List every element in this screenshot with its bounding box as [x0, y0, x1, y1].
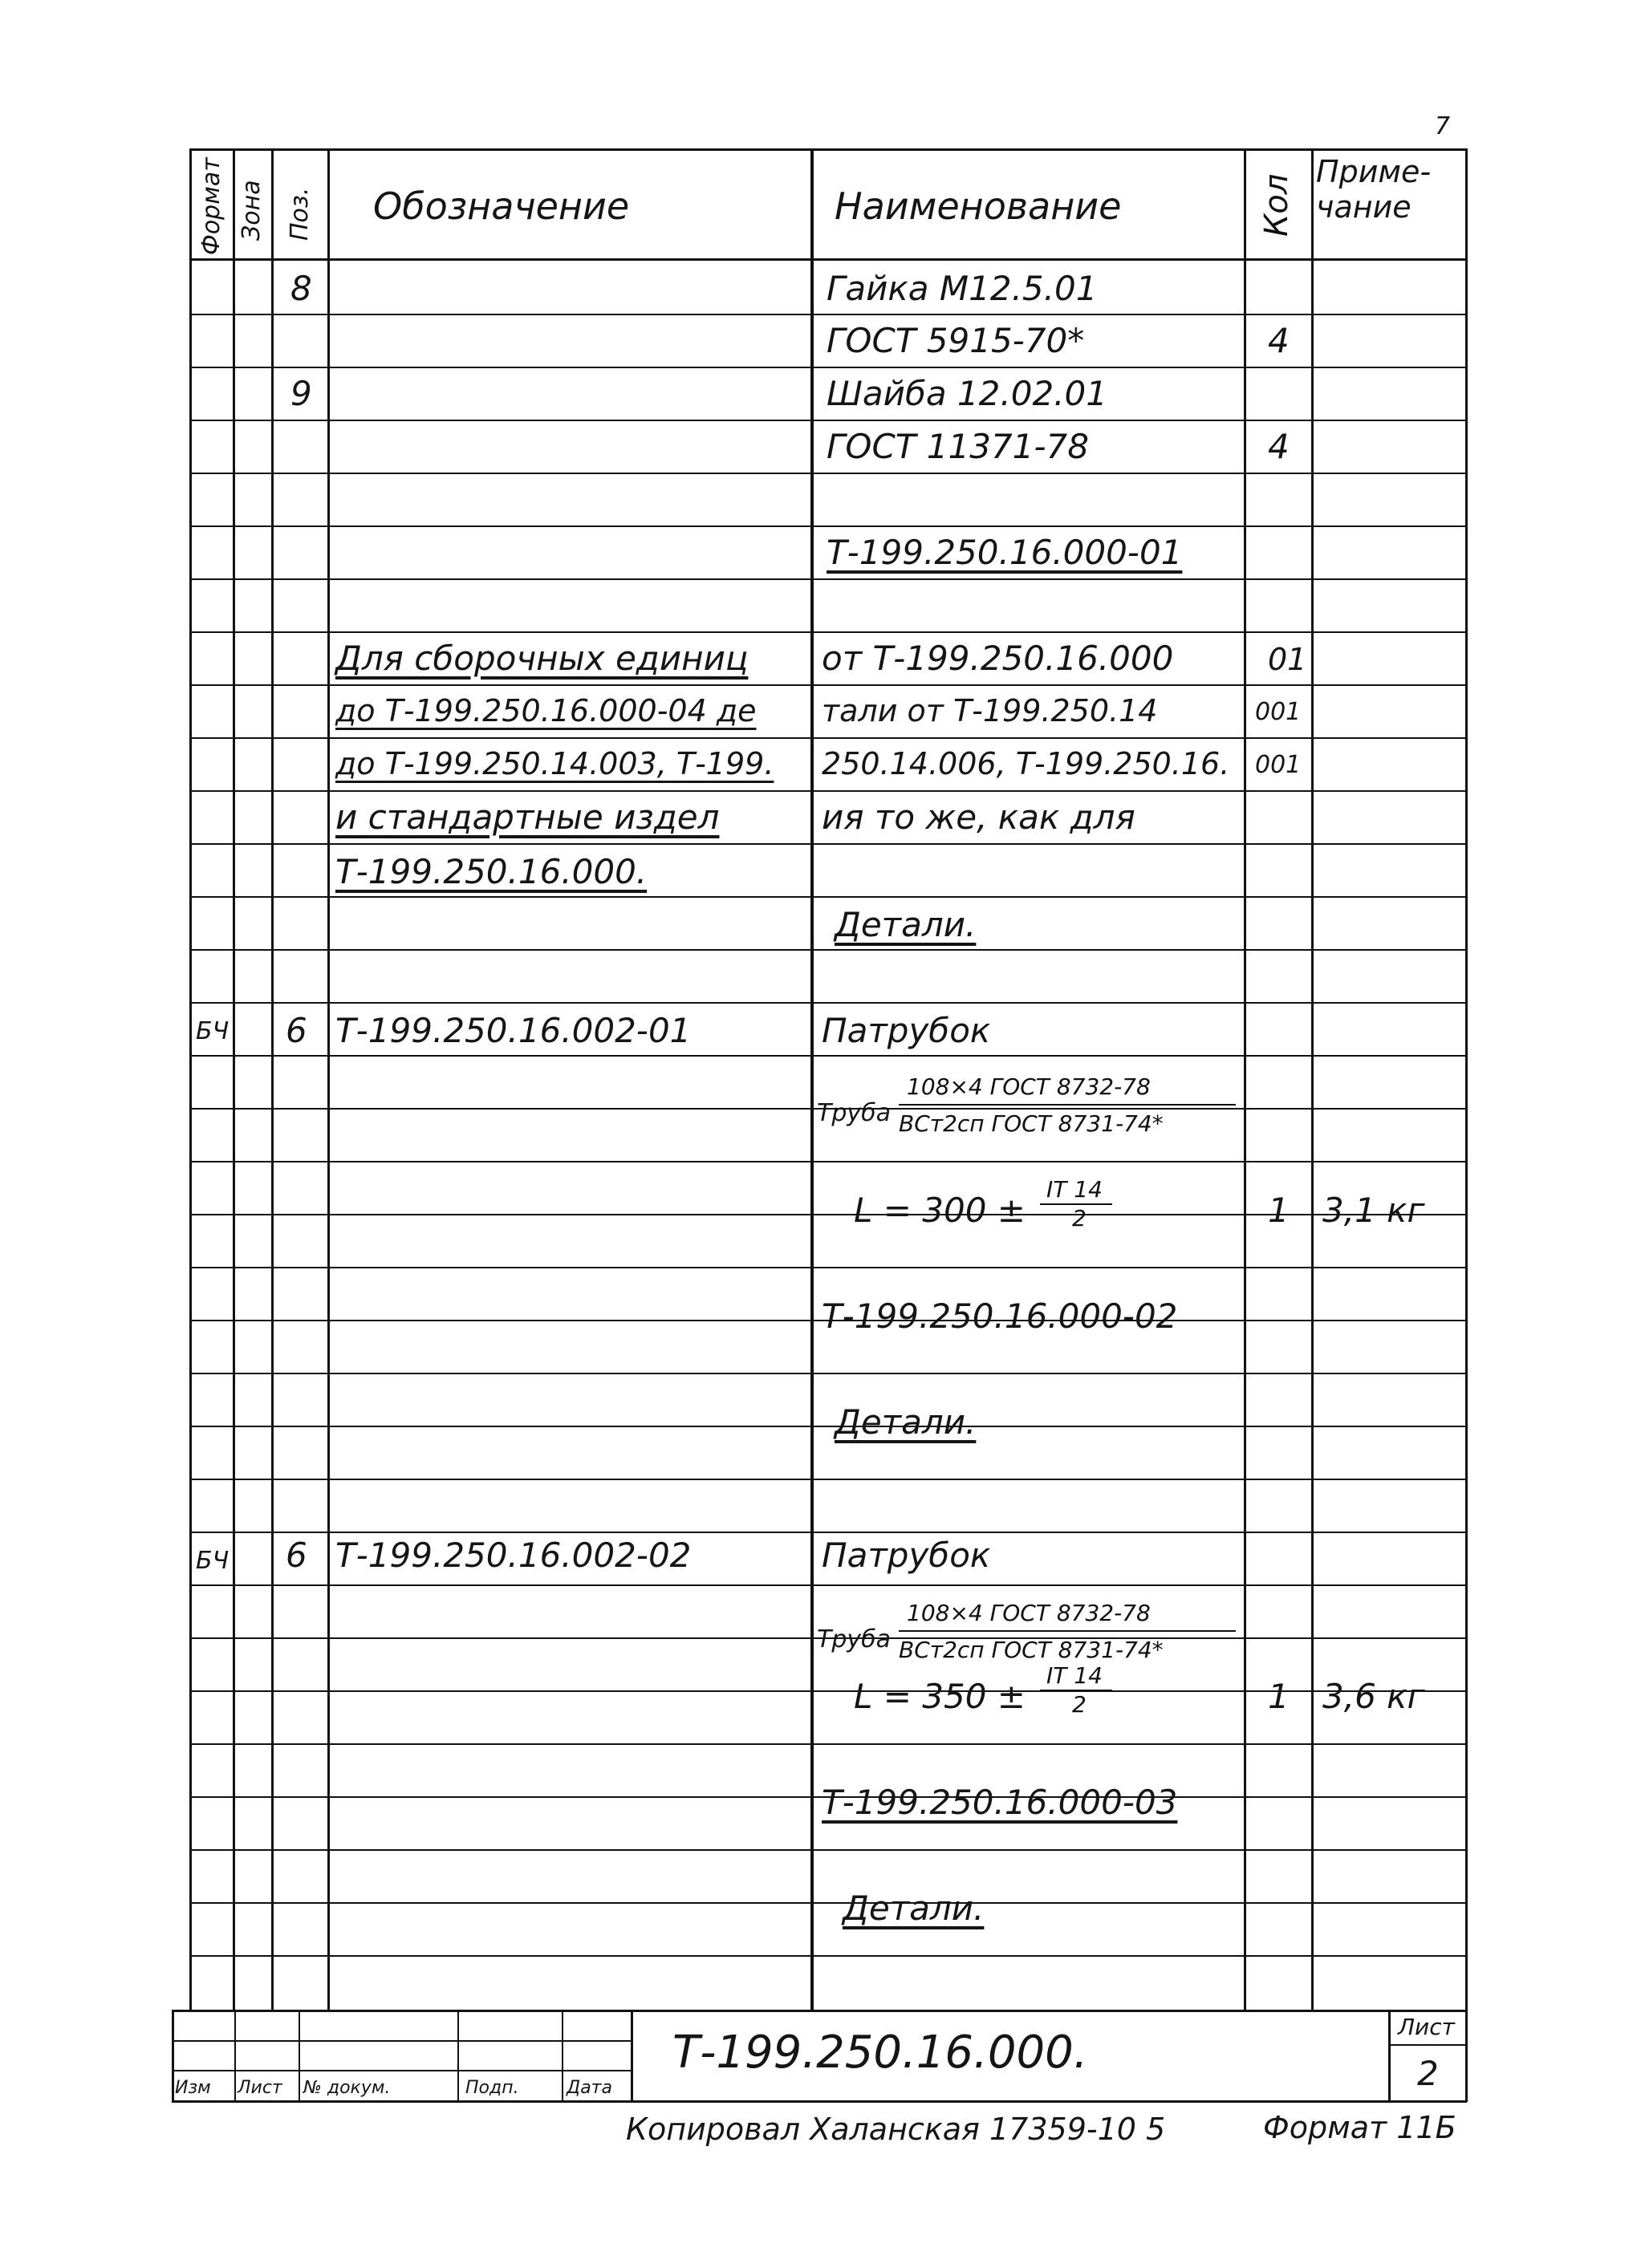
title-block-left	[172, 2010, 174, 2102]
row9-name: тали от Т-199.250.14	[822, 693, 1158, 728]
row-line	[189, 737, 1467, 739]
row3-pos: 9	[290, 374, 312, 413]
row-line	[189, 1161, 1467, 1162]
row-line	[189, 314, 1467, 315]
row15-pos: 6	[286, 1011, 307, 1050]
tb-label-doc: № докум.	[303, 2078, 391, 2098]
row25-mass: 3,6 кг	[1322, 1677, 1425, 1716]
col-sep-qty	[1311, 148, 1314, 2010]
row21-section-details: Детали.	[835, 1402, 977, 1442]
title-block-bottom	[172, 2100, 1467, 2103]
row-line	[189, 1373, 1467, 1374]
tb-col1	[234, 2010, 236, 2102]
row10-name: 250.14.006, Т-199.250.16.	[822, 746, 1230, 781]
tb-sheet-col	[1388, 2010, 1391, 2102]
row2-qty: 4	[1268, 321, 1290, 360]
col-sep-format	[233, 148, 235, 2010]
tb-col4	[562, 2010, 563, 2102]
row11-designation: и стандартные издел	[335, 797, 720, 837]
row24-pipe-material: ВСт2сп ГОСТ 8731-74*	[899, 1637, 1164, 1663]
row-line	[189, 896, 1467, 898]
header-note: Приме- чание	[1316, 154, 1432, 225]
row3-name: Шайба 12.02.01	[827, 374, 1107, 413]
row-line	[189, 1532, 1467, 1533]
row-line	[189, 1743, 1467, 1745]
row16-pipe-label: Труба	[817, 1099, 892, 1127]
row16-pipe-material: ВСт2сп ГОСТ 8731-74*	[899, 1110, 1164, 1137]
col-sep-designation	[810, 148, 814, 2010]
row23-pos: 6	[286, 1536, 307, 1575]
tb-col5	[631, 2010, 633, 2102]
row-line	[189, 1584, 1467, 1586]
row24-fraction-bar	[899, 1630, 1236, 1632]
row8-qty: 01	[1268, 642, 1307, 677]
frame-left	[189, 148, 192, 2010]
row-line	[189, 1267, 1467, 1268]
tb-sheet-number: 2	[1417, 2054, 1439, 2093]
row15-name: Патрубок	[822, 1011, 991, 1050]
row16-pipe-size: 108×4 ГОСТ 8732-78	[907, 1073, 1151, 1100]
row-line	[189, 578, 1467, 580]
row-line	[189, 1426, 1467, 1427]
row15-format: БЧ	[196, 1017, 229, 1045]
row9-designation: до Т-199.250.16.000-04 де	[335, 693, 757, 728]
row8-designation: Для сборочных единиц	[335, 639, 749, 678]
page-corner-mark: 7	[1435, 112, 1451, 140]
header-pos: Поз.	[286, 187, 314, 241]
title-block-top	[172, 2010, 1467, 2012]
footer-copied: Копировал Халанская 17359-10 5	[626, 2112, 1166, 2147]
row-line	[189, 1002, 1467, 1004]
header-name: Наименование	[835, 185, 1122, 228]
col-sep-pos	[327, 148, 330, 2010]
row-line	[189, 843, 1467, 845]
row-line	[189, 420, 1467, 421]
row23-format: БЧ	[196, 1547, 229, 1575]
row16-fraction-bar	[899, 1104, 1236, 1106]
row12-designation: Т-199.250.16.000.	[335, 852, 648, 891]
row-line	[189, 631, 1467, 633]
row-line	[189, 1055, 1467, 1057]
row25-tol-num: IT 14	[1046, 1662, 1103, 1689]
row-line	[189, 1902, 1467, 1904]
row23-name: Патрубок	[822, 1536, 991, 1575]
row-line	[189, 367, 1467, 368]
tb-sheet-row	[1388, 2044, 1467, 2046]
row17-tol-num: IT 14	[1046, 1176, 1103, 1203]
col-sep-name	[1244, 148, 1246, 2010]
row-line	[189, 1479, 1467, 1480]
row8-name: от Т-199.250.16.000	[822, 639, 1174, 678]
row13-section-details: Детали.	[835, 905, 977, 944]
tb-sheet-label: Лист	[1398, 2014, 1455, 2040]
row17-tol-den: 2	[1072, 1205, 1087, 1231]
header-zone: Зона	[238, 180, 266, 241]
row17-mass: 3,1 кг	[1322, 1191, 1425, 1230]
frame-top	[189, 148, 1467, 151]
row23-designation: Т-199.250.16.002-02	[335, 1536, 692, 1575]
row11-name: ия то же, как для	[822, 797, 1135, 837]
row-line	[189, 1955, 1467, 1957]
tb-col2	[299, 2010, 300, 2102]
tb-label-list: Лист	[238, 2078, 282, 2098]
header-format: Формат	[197, 157, 225, 255]
tb-col3	[457, 2010, 459, 2102]
row-line	[189, 684, 1467, 686]
row10-qty: 001	[1255, 751, 1302, 779]
header-designation: Обозначение	[373, 185, 630, 228]
row27-variant-title: Т-199.250.16.000-03	[822, 1783, 1178, 1822]
row-line	[189, 949, 1467, 951]
row24-pipe-label: Труба	[817, 1625, 892, 1653]
row25-qty: 1	[1268, 1677, 1290, 1716]
header-bottom-line	[189, 258, 1467, 261]
row-line	[189, 525, 1467, 527]
row1-pos: 8	[290, 269, 312, 308]
row19-variant-title: Т-199.250.16.000-02	[822, 1296, 1178, 1336]
tb-document-code: Т-199.250.16.000.	[672, 2027, 1088, 2079]
row10-designation: до Т-199.250.14.003, Т-199.	[335, 746, 774, 781]
row4-qty: 4	[1268, 427, 1290, 466]
footer-format: Формат 11Б	[1263, 2110, 1456, 2145]
row1-name: Гайка М12.5.01	[827, 269, 1098, 308]
row25-tol-den: 2	[1072, 1691, 1087, 1718]
row17-qty: 1	[1268, 1191, 1290, 1230]
row-line	[189, 473, 1467, 474]
row15-designation: Т-199.250.16.002-01	[335, 1011, 692, 1050]
row4-name: ГОСТ 11371-78	[827, 427, 1089, 466]
tb-label-date: Дата	[567, 2078, 612, 2098]
tb-label-sign: Подп.	[465, 2078, 519, 2098]
col-sep-zone	[271, 148, 274, 2010]
row-line	[189, 790, 1467, 792]
row17-length: L = 300 ±	[854, 1191, 1026, 1230]
row9-qty: 001	[1255, 698, 1302, 726]
frame-right	[1465, 148, 1468, 2102]
row2-name: ГОСТ 5915-70*	[827, 321, 1085, 360]
row-line	[189, 1849, 1467, 1851]
row24-pipe-size: 108×4 ГОСТ 8732-78	[907, 1600, 1151, 1626]
row25-length: L = 350 ±	[854, 1677, 1026, 1716]
row6-variant-title: Т-199.250.16.000-01	[827, 533, 1183, 572]
header-qty: Кол	[1258, 173, 1295, 237]
tb-label-izm: Изм	[175, 2078, 211, 2098]
row29-section-details: Детали.	[843, 1889, 985, 1928]
